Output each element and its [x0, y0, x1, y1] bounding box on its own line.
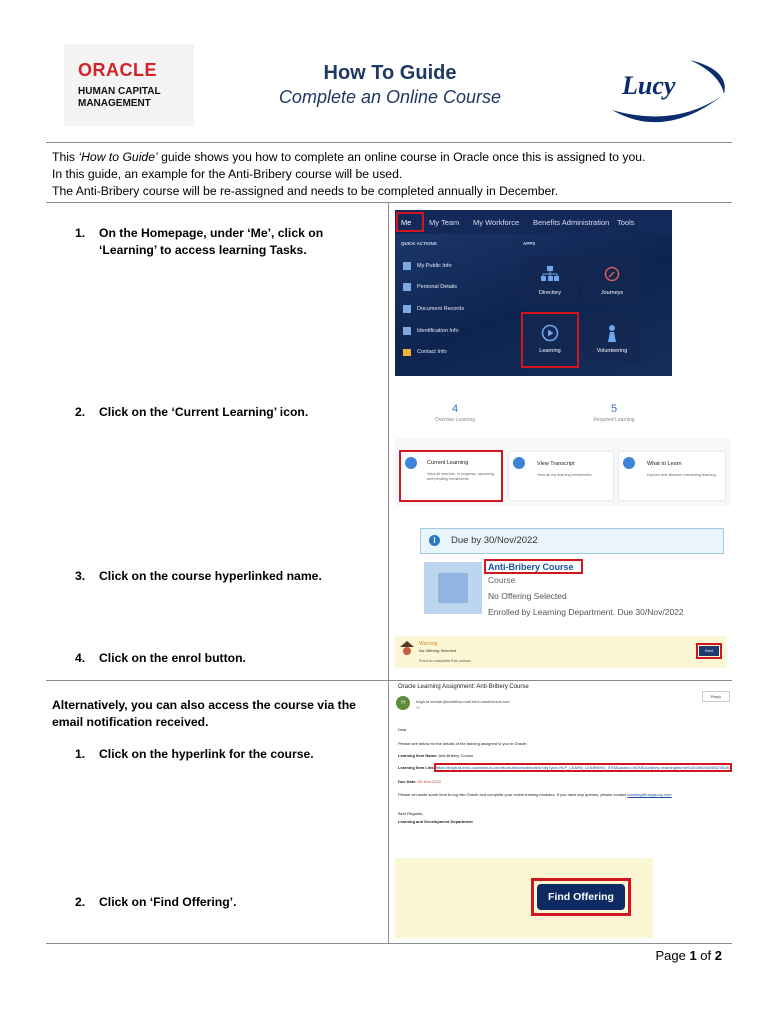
page-number: Page 1 of 2: [655, 948, 722, 963]
warning-title: Warning: [419, 641, 438, 647]
quick-actions-label: QUICK ACTIONS: [401, 241, 437, 246]
enrol-button[interactable]: Enrol: [699, 646, 719, 656]
screenshot-find-offering: [395, 858, 653, 938]
email-item-name-row: Learning Item Name: Anti-Bribery Course: [398, 753, 474, 758]
due-text: Due by 30/Nov/2022: [451, 535, 538, 546]
card-title-current-learning: Current Learning: [427, 460, 469, 466]
warning-line1: No Offering Selected: [419, 648, 457, 653]
oracle-logo-line2: MANAGEMENT: [78, 98, 151, 109]
identification-info-icon: [403, 327, 411, 335]
app-tile-directory[interactable]: [521, 256, 579, 306]
divider-alt: [46, 680, 732, 681]
card-desc-view-transcript: View all my learning enrollments.: [537, 473, 593, 477]
divider-intro: [46, 202, 732, 203]
info-icon: i: [429, 535, 440, 546]
qa-contact-info[interactable]: Contact Info: [417, 349, 447, 355]
email-sign-1: Best Regards,: [398, 811, 424, 816]
highlight-current-learning: [399, 450, 503, 502]
intro-text: This ‘How to Guide’ guide shows you how to complete an online course in Oracle once this is assigned to you. In this guide, an example for the Anti-Bribery course will be used. The Anti-Bribery course will be re-assigned and needs to be completed annually in December.: [52, 150, 646, 198]
directory-icon: [541, 266, 559, 282]
sender-avatar: H: [396, 696, 410, 710]
screenshot-email: [394, 683, 732, 833]
card-view-transcript[interactable]: [509, 452, 613, 500]
email-greeting: Dear: [398, 727, 407, 732]
card-title-what-to-learn: What to Learn: [647, 461, 682, 467]
tab-my-team[interactable]: My Team: [429, 218, 460, 227]
page-title: How To Guide: [323, 62, 457, 84]
overdue-count[interactable]: 4: [451, 403, 459, 415]
highlight-me-tab: [396, 212, 424, 232]
required-count[interactable]: 5: [610, 403, 618, 415]
app-label-learning: Learning: [539, 348, 561, 354]
card-what-to-learn[interactable]: [619, 452, 725, 500]
warning-avatar-icon: [399, 640, 415, 656]
apps-label: APPS: [523, 241, 536, 246]
summary-counts-bar: [395, 392, 731, 438]
highlight-enrol-button: [696, 643, 722, 659]
app-label-directory: Directory: [538, 290, 561, 296]
journeys-icon: [604, 266, 620, 282]
what-to-learn-icon: [623, 457, 635, 469]
oracle-hcm-logo: [64, 44, 194, 126]
course-name-link[interactable]: Anti-Bribery Course: [488, 562, 574, 572]
email-body-instructions: Please set aside some time to log into Oracle and complete your online training modules. If you have any queries, please contact learning@lucygroup.com: [398, 792, 672, 797]
highlight-learning-tile: [521, 312, 579, 368]
screenshot-course-card: [396, 518, 726, 626]
card-desc-what-to-learn: Explore and discover interesting learning.: [647, 473, 717, 477]
qa-identification-info[interactable]: Identification Info: [417, 328, 459, 334]
divider-bottom: [46, 943, 732, 944]
reply-button[interactable]: Reply: [702, 691, 730, 702]
screenshot-learning-summary: [395, 392, 731, 506]
view-transcript-icon: [513, 457, 525, 469]
email-item-link-row: Learning Item Link: https://hdgh.fa.em3.oraclecloud.com/fscmUI/faces/deeplink?objType=HLP_LEARN_LEARNING_ITEM&action=NONE&objKey=learningItemId%3D300000298376826: [398, 765, 729, 770]
email-to: To: [416, 706, 420, 710]
qa-my-public-info[interactable]: My Public Info: [417, 263, 452, 269]
email-sender: hdgh.fa.sender@workflow.mail.em3.oraclecloud.com: [416, 699, 510, 704]
oracle-logo-word: ORACLE: [78, 60, 157, 80]
overdue-label: Overdue Learning: [434, 417, 476, 423]
qa-document-records[interactable]: Document Records: [417, 306, 465, 312]
app-tile-journeys[interactable]: [583, 256, 641, 306]
screenshot-enrol-warning: [395, 636, 727, 668]
volunteering-icon: [605, 324, 619, 342]
course-offering: No Offering Selected: [488, 591, 567, 601]
divider-top: [46, 142, 732, 143]
oracle-logo-line1: HUMAN CAPITAL: [78, 86, 161, 97]
alt-intro: Alternatively, you can also access the course via the email notification received.: [52, 698, 356, 729]
email-due-row: Due Date: 30-Nov-2022: [398, 779, 441, 784]
required-label: Required Learning: [593, 417, 635, 423]
contact-info-icon: [403, 349, 411, 356]
email-subject: Oracle Learning Assignment: Anti-Bribery Course: [398, 684, 529, 690]
document-records-icon: [403, 305, 411, 313]
lucy-logo-word: Lucy: [622, 71, 676, 100]
tab-tools[interactable]: Tools: [617, 218, 635, 227]
public-info-icon: [403, 262, 411, 270]
card-title-view-transcript: View Transcript: [537, 461, 575, 467]
highlight-find-offering: [531, 878, 631, 916]
email-sign-2: Learning and Development Department: [398, 819, 473, 824]
email-body-intro: Please see below for the details of the training assigned to you in Oracle :: [398, 741, 529, 746]
highlight-course-name: [484, 559, 583, 574]
app-tile-volunteering[interactable]: [583, 314, 641, 366]
highlight-email-link: [434, 763, 732, 772]
warning-line2: Enrol to complete this course.: [419, 658, 472, 663]
film-icon: [438, 573, 468, 603]
course-type: Course: [488, 575, 516, 585]
due-banner: [420, 528, 724, 554]
course-email-link[interactable]: https://hdgh.fa.em3.oraclecloud.com/fscmUI/faces/deeplink?objType=HLP_LEARN_LEARNING_ITEM&action=NONE&objKey=learningItemId%3D300000298376826: [436, 765, 729, 770]
find-offering-button[interactable]: Find Offering: [537, 884, 625, 910]
tab-my-workforce[interactable]: My Workforce: [473, 218, 520, 227]
course-enrolled: Enrolled by Learning Department. Due 30/Nov/2022: [488, 607, 684, 617]
tab-me[interactable]: Me: [401, 218, 412, 227]
personal-details-icon: [403, 283, 411, 291]
app-label-journeys: Journeys: [600, 290, 624, 296]
screenshot-homepage: [395, 210, 672, 376]
qa-personal-details[interactable]: Personal Details: [417, 284, 458, 290]
card-desc-current-learning: View all overdue, in progress, upcoming and pending enrollments.: [427, 472, 495, 481]
column-divider: [388, 202, 389, 943]
course-thumbnail: [424, 562, 482, 614]
page-subtitle: Complete an Online Course: [278, 87, 502, 107]
lucy-logo: [594, 54, 732, 128]
tab-benefits-administration[interactable]: Benefits Administration: [533, 218, 610, 227]
app-label-volunteering: Volunteering: [596, 348, 628, 354]
